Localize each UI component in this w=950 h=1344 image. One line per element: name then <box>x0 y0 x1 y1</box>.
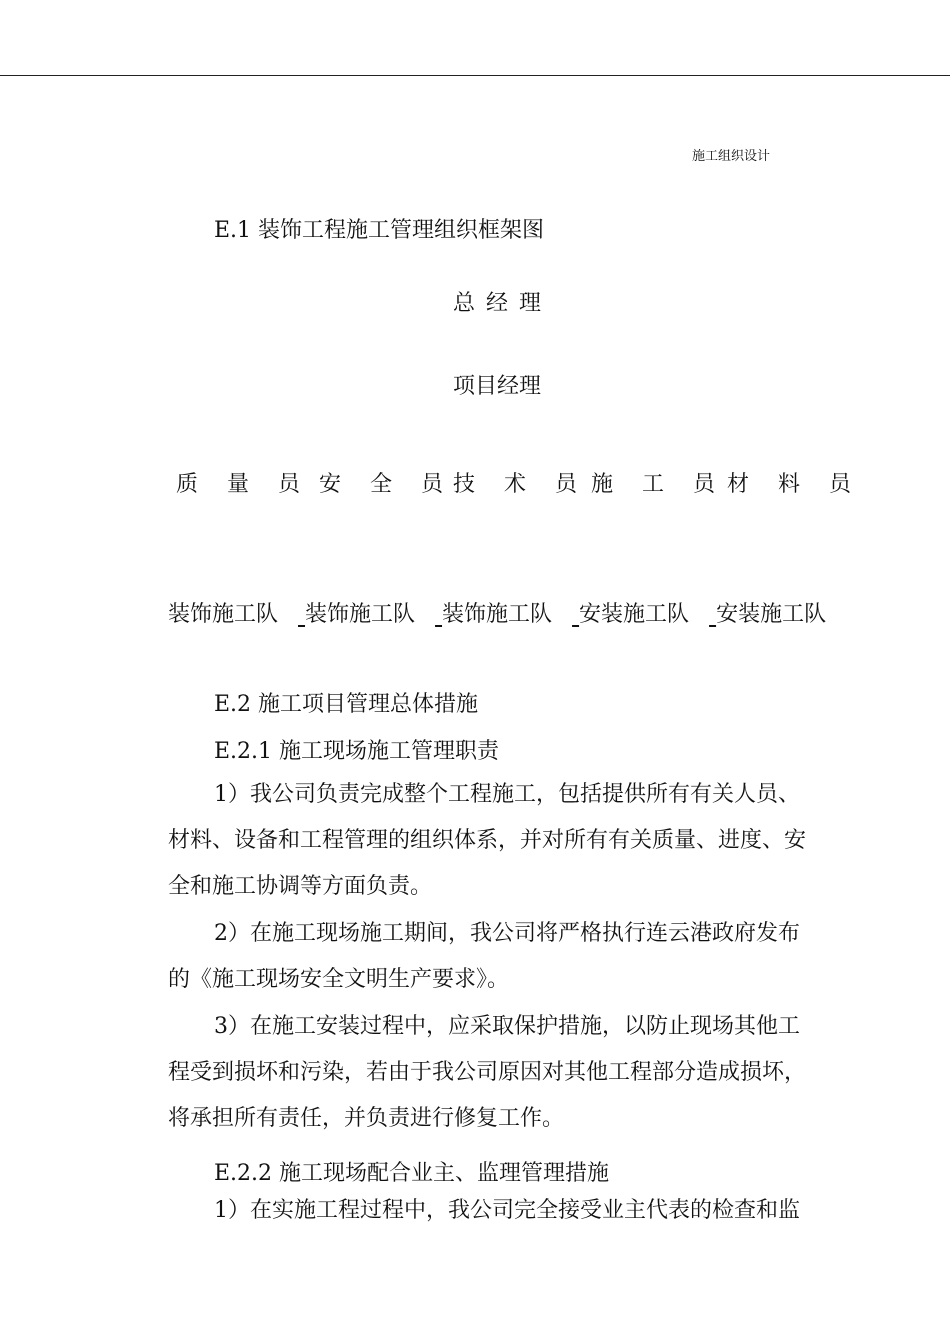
para1-line2: 材料、设备和工程管理的组织体系，并对所有有关质量、进度、安 <box>168 828 807 853</box>
org-team-installation-1: 安装施工队 <box>579 602 690 627</box>
para3-line2: 程受到损坏和污染，若由于我公司原因对其他工程部分造成损坏， <box>168 1060 807 1085</box>
header-rule <box>0 75 950 76</box>
org-team-decoration-2: 装饰施工队 <box>305 602 416 627</box>
para4-line1: 1）在实施工程过程中，我公司完全接受业主代表的检查和监 <box>214 1198 800 1223</box>
para1-line1: 1）我公司负责完成整个工程施工，包括提供所有有关人员、 <box>214 782 800 807</box>
para2-line1: 2）在施工现场施工期间，我公司将严格执行连云港政府发布 <box>214 921 800 946</box>
paragraph-responsibility-3 <box>168 1004 868 1142</box>
org-roles-row <box>0 467 950 497</box>
org-teams-row <box>168 597 826 628</box>
para3-line3: 将承担所有责任，并负责进行修复工作。 <box>168 1106 565 1131</box>
org-general-manager: 总 经 理 <box>453 291 543 316</box>
paragraph-responsibility-1 <box>168 772 868 910</box>
org-team-decoration-1: 装饰施工队 <box>168 602 279 627</box>
org-team-installation-2: 安装施工队 <box>716 602 827 627</box>
section-e1-heading: E.1 装饰工程施工管理组织框架图 <box>214 218 545 243</box>
section-e22-heading: E.2.2 施工现场配合业主、监理管理措施 <box>214 1161 610 1186</box>
paragraph-supervision-1 <box>168 1188 868 1234</box>
org-role-safety: 安 全 员 <box>319 472 454 497</box>
para3-line1: 3）在施工安装过程中，应采取保护措施，以防止现场其他工 <box>214 1014 800 1039</box>
org-role-materials: 材 料 员 <box>727 472 862 497</box>
para1-line3: 全和施工协调等方面负责。 <box>168 874 433 899</box>
org-role-construction: 施 工 员 <box>591 472 726 497</box>
section-e2-heading: E.2 施工项目管理总体措施 <box>214 692 479 717</box>
document-title-header: 施工组织设计 <box>692 149 771 164</box>
org-project-manager: 项目经理 <box>453 374 542 399</box>
section-e21-heading: E.2.1 施工现场施工管理职责 <box>214 739 500 764</box>
org-role-technical: 技 术 员 <box>453 472 588 497</box>
paragraph-responsibility-2 <box>168 911 868 1003</box>
org-role-quality: 质 量 员 <box>176 472 311 497</box>
org-team-decoration-3: 装饰施工队 <box>442 602 553 627</box>
para2-line2: 的《施工现场安全文明生产要求》。 <box>168 967 510 992</box>
